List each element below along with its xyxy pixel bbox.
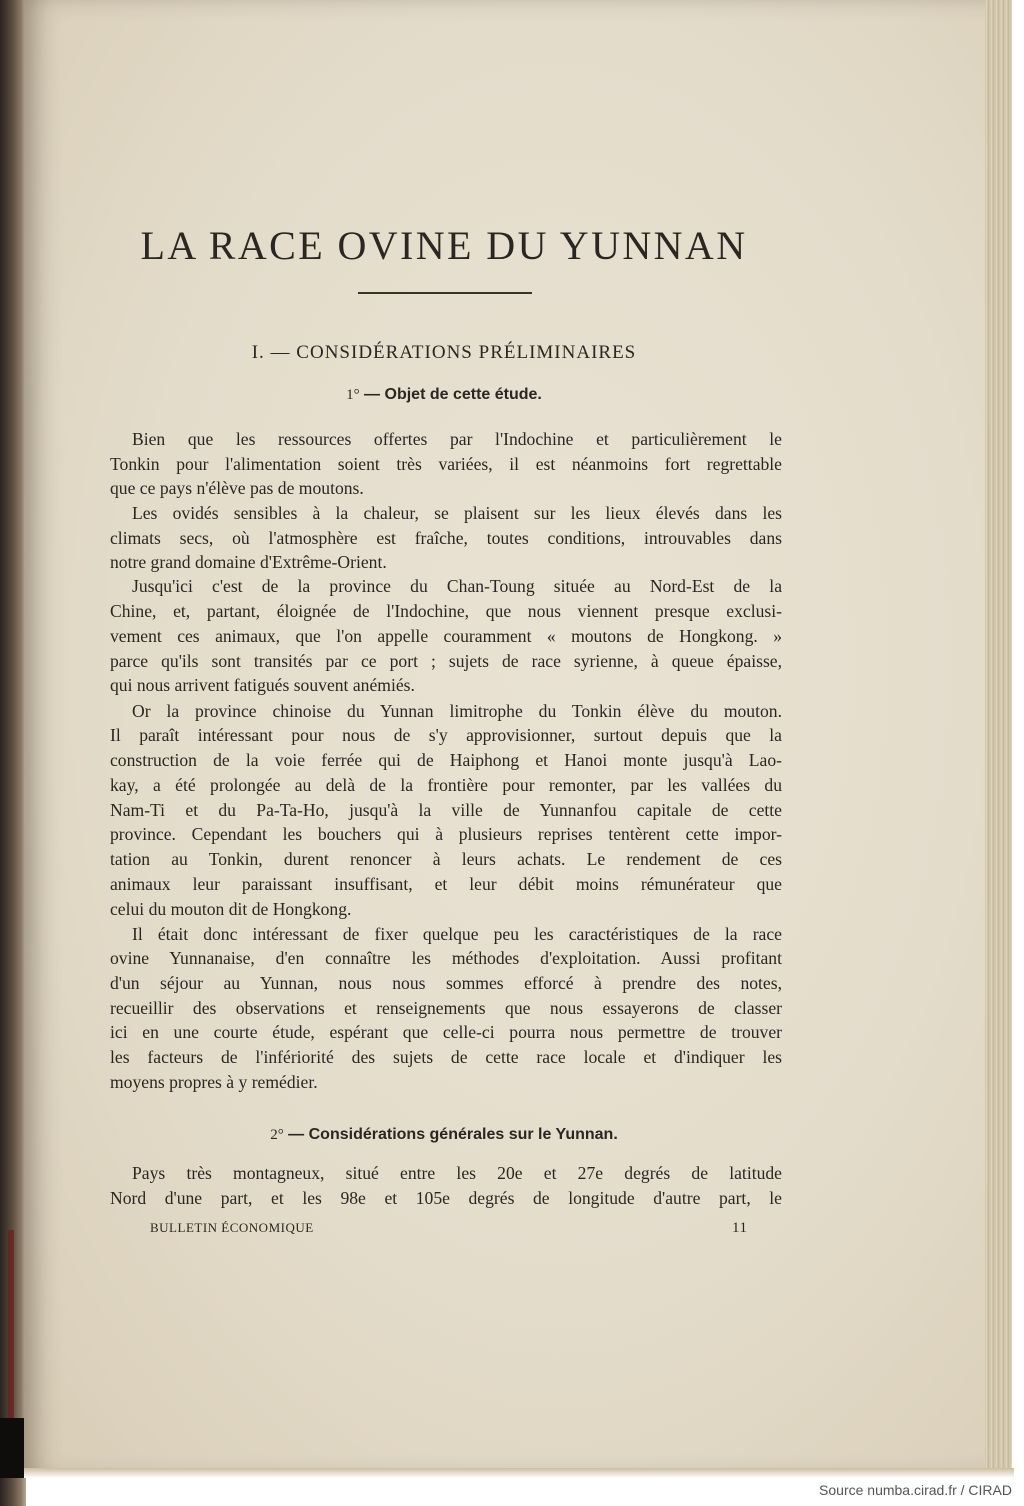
text-line: construction de la voie ferrée qui de Haiphong et Hanoi monte jusqu'à Lao-: [110, 750, 782, 770]
text-line: recueillir des observations et renseignements que nous essayerons de classer: [110, 998, 782, 1018]
text-line: Nam-Ti et du Pa-Ta-Ho, jusqu'à la ville de Yunnanfou capitale de cette: [110, 800, 782, 820]
page-bottom-edge: [24, 1468, 1014, 1478]
text-line: Bien que les ressources offertes par l'Indochine et particulièrement le: [132, 429, 782, 449]
subsection-label: — Objet de cette étude.: [359, 386, 542, 403]
text-line: Pays très montagneux, situé entre les 20e et 27e degrés de latitude: [132, 1163, 782, 1183]
text-line: moyens propres à y remédier.: [110, 1072, 318, 1092]
subsection-heading-2: [110, 1126, 778, 1144]
text-line: climats secs, où l'atmosphère est fraîche, toutes conditions, introuvables dans: [110, 528, 782, 548]
running-footer: BULLETIN ÉCONOMIQUE: [150, 1220, 314, 1235]
source-credit: Source numba.cirad.fr / CIRAD: [819, 1482, 1012, 1498]
page-edges: [985, 0, 1012, 1476]
article-title: LA RACE OVINE DU YUNNAN: [140, 223, 748, 268]
text-line: ici en une courte étude, espérant que celle-ci pourra nous permettre de trouver: [110, 1022, 782, 1042]
text-line: Tonkin pour l'alimentation soient très variées, il est néanmoins fort regrettable: [110, 454, 782, 474]
text-line: vement ces animaux, que l'on appelle couramment « moutons de Hongkong. »: [110, 626, 782, 646]
subsection-number: 1°: [346, 387, 360, 403]
text-line: Il était donc intéressant de fixer quelque peu les caractéristiques de la race: [132, 924, 782, 944]
page-number: 11: [732, 1220, 748, 1236]
text-line: tation au Tonkin, durent renoncer à leurs achats. Le rendement de ces: [110, 849, 782, 869]
subsection-number: 2°: [270, 1127, 284, 1143]
subsection-label: — Considérations générales sur le Yunnan.: [283, 1126, 618, 1143]
text-line: qui nous arrivent fatigués souvent anémiés.: [110, 675, 415, 695]
text-line: province. Cependant les bouchers qui à plusieurs reprises tentèrent cette impor-: [110, 824, 782, 844]
text-line: animaux leur paraissant insuffisant, et leur débit moins rémunérateur que: [110, 874, 782, 894]
subsection-heading-1: [110, 386, 778, 404]
text-line: Chine, et, partant, éloignée de l'Indochine, que nous viennent presque exclusi-: [110, 601, 782, 621]
text-line: Les ovidés sensibles à la chaleur, se plaisent sur les lieux élevés dans les: [132, 503, 782, 523]
text-line: parce qu'ils sont transités par ce port ; sujets de race syrienne, à queue épaisse,: [110, 651, 782, 671]
text-line: Or la province chinoise du Yunnan limitrophe du Tonkin élève du mouton.: [132, 701, 782, 721]
spine-binding-mark: [8, 1230, 14, 1430]
text-line: kay, a été prolongée au delà de la frontière pour remonter, par les vallées du: [110, 775, 782, 795]
title-rule: [358, 292, 532, 294]
text-line: les facteurs de l'infériorité des sujets de cette race locale et d'indiquer les: [110, 1047, 782, 1067]
text-line: Jusqu'ici c'est de la province du Chan-Toung située au Nord-Est de la: [132, 576, 782, 596]
text-line: ovine Yunnanaise, d'en connaître les méthodes d'exploitation. Aussi profitant: [110, 948, 782, 968]
section-heading: I. — CONSIDÉRATIONS PRÉLIMINAIRES: [251, 342, 637, 363]
text-line: Nord d'une part, et les 98e et 105e degrés de longitude d'autre part, le: [110, 1188, 782, 1208]
text-line: Il paraît intéressant pour nous de s'y approvisionner, surtout depuis que la: [110, 725, 782, 745]
text-line: celui du mouton dit de Hongkong.: [110, 899, 352, 919]
text-line: d'un séjour au Yunnan, nous nous sommes efforcé à prendre des notes,: [110, 973, 782, 993]
text-line: que ce pays n'élève pas de moutons.: [110, 478, 364, 498]
text-line: notre grand domaine d'Extrême-Orient.: [110, 552, 387, 572]
